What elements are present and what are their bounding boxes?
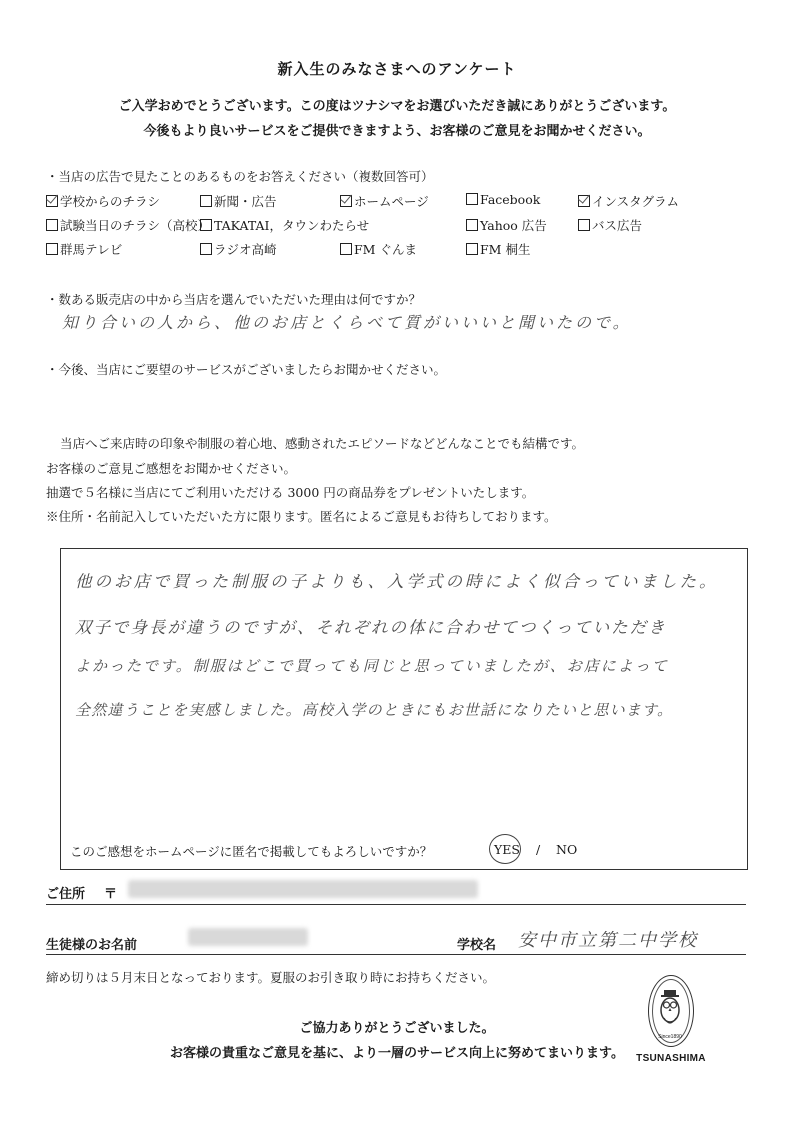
question-ad-sources: ・当店の広告で見たことのあるものをお答えください（複数回答可） xyxy=(46,169,434,184)
checkbox-bus-ad[interactable]: バス広告 xyxy=(578,216,642,234)
checkbox-icon xyxy=(200,195,212,207)
checkbox-icon xyxy=(340,243,352,255)
question-requests: ・今後、当店にご要望のサービスがございましたらお聞かせください。 xyxy=(46,362,447,377)
student-name-label: 生徒様のお名前 xyxy=(46,938,138,953)
checkbox-icon xyxy=(578,219,590,231)
checkbox-instagram[interactable]: インスタグラム xyxy=(578,192,679,210)
checkbox-fm-kiryu[interactable]: FM 桐生 xyxy=(466,240,530,258)
consent-separator: / xyxy=(536,842,541,857)
logo-since: Since1890 xyxy=(658,1034,682,1040)
notice-line-3: 抽選で５名様に当店にてご利用いただける 3000 円の商品券をプレゼントいたします。 xyxy=(46,485,535,500)
school-label: 学校名 xyxy=(457,938,497,953)
checkbox-icon xyxy=(200,243,212,255)
checkbox-exam-day-flyer[interactable]: 試験当日のチラシ（高校） xyxy=(46,216,210,234)
checkbox-yahoo-ad[interactable]: Yahoo 広告 xyxy=(466,216,547,234)
checkbox-radio-takasaki[interactable]: ラジオ高崎 xyxy=(200,240,277,258)
checkbox-fm-gunma[interactable]: FM ぐんま xyxy=(340,240,417,258)
address-underline xyxy=(46,904,746,905)
question-reason: ・数ある販売店の中から当店を選んでいただいた理由は何ですか？ xyxy=(46,292,422,307)
feedback-line-1: 他のお店で買った制服の子よりも、入学式の時によく似合っていました。 xyxy=(75,572,719,591)
owl-icon xyxy=(656,988,684,1032)
intro-line-1: ご入学おめでとうございます。この度はツナシマをお選びいただき誠にありがとうございます。 xyxy=(118,99,676,114)
notice-line-2: お客様のご意見ご感想をお聞かせください。 xyxy=(46,461,297,476)
checkbox-icon xyxy=(466,243,478,255)
address-label: ご住所 xyxy=(46,887,86,902)
notice-line-4: ※住所・名前記入していただいた方に限ります。匿名によるご意見もお待ちしております。 xyxy=(46,509,557,524)
checkbox-homepage[interactable]: ホームページ xyxy=(340,192,429,210)
feedback-line-4: 全然違うことを実感しました。高校入学のときにもお世話になりたいと思います。 xyxy=(75,701,674,719)
checkbox-takatai[interactable]: TAKATAI，タウンわたらせ xyxy=(200,216,369,234)
checkbox-icon xyxy=(46,243,58,255)
checkbox-facebook[interactable]: Facebook xyxy=(466,192,540,207)
consent-question: このご感想をホームページに匿名で掲載してもよろしいですか？ xyxy=(70,844,433,859)
logo-name: TSUNASHIMA xyxy=(636,1053,706,1064)
notice-line-1: 当店へご来店時の印象や制服の着心地、感動されたエピソードなどどんなことでも結構です。 xyxy=(60,436,585,451)
closing-line-1: ご協力ありがとうございました。 xyxy=(299,1021,495,1036)
checkbox-gunma-tv[interactable]: 群馬テレビ xyxy=(46,240,122,258)
checkbox-icon xyxy=(466,219,478,231)
deadline-note: 締め切りは５月末日となっております。夏服のお引き取り時にお持ちください。 xyxy=(46,970,496,985)
checkbox-checked-icon xyxy=(340,195,352,207)
intro-line-2: 今後もより良いサービスをご提供できますよう、お客様のご意見をお聞かせください。 xyxy=(143,124,651,139)
checkbox-newspaper[interactable]: 新聞・広告 xyxy=(200,192,277,210)
page-title: 新入生のみなさまへのアンケート xyxy=(277,60,517,78)
student-name-redacted xyxy=(188,928,308,946)
postal-mark: 〒 xyxy=(104,887,118,902)
checkbox-checked-icon xyxy=(46,195,58,207)
closing-line-2: お客様の貴重なご意見を基に、より一層のサービス向上に努めてまいります。 xyxy=(170,1046,624,1061)
reason-answer[interactable]: 知り合いの人から、他のお店とくらべて質がいいいと聞いたので。 xyxy=(62,313,632,332)
consent-no[interactable]: NO xyxy=(556,842,578,857)
checkbox-checked-icon xyxy=(578,195,590,207)
checkbox-icon xyxy=(200,219,212,231)
checkbox-icon xyxy=(46,219,58,231)
name-underline xyxy=(46,954,746,955)
address-redacted xyxy=(128,880,478,898)
checkbox-school-flyer[interactable]: 学校からのチラシ xyxy=(46,192,160,210)
checkbox-icon xyxy=(466,193,478,205)
feedback-line-2: 双子で身長が違うのですが、それぞれの体に合わせてつくっていただき xyxy=(75,618,667,637)
feedback-line-3: よかったです。制服はどこで買っても同じと思っていましたが、お店によって xyxy=(75,657,669,675)
consent-yes[interactable]: YES xyxy=(494,842,520,857)
school-value[interactable]: 安中市立第二中学校 xyxy=(518,930,698,951)
